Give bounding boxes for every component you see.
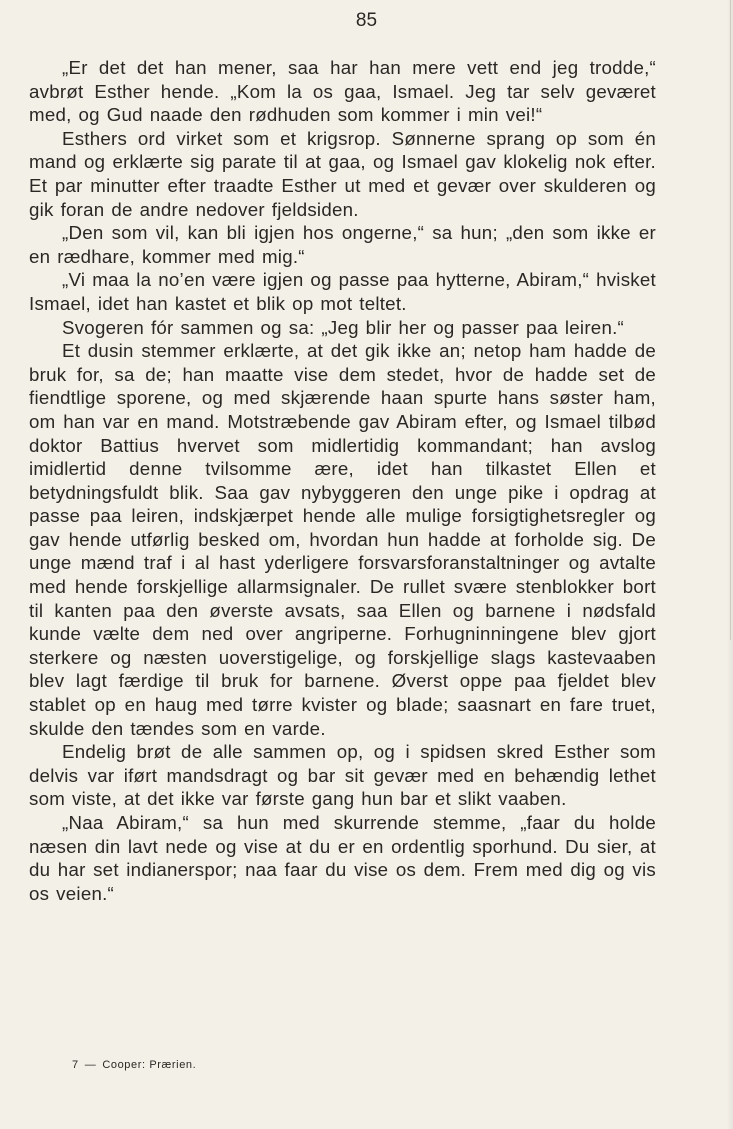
footer-dash: — [84,1059,97,1071]
paragraph: „Er det det han mener, saa har han mere vett end jeg trodde,“ avbrøt Esther hende. „Kom la os gaa, Ismael. Jeg tar selv geværet med, og Gud naade den rødhuden som kommer i min vei!“ [29,57,656,126]
paragraph: „Vi maa la no’en være igjen og passe paa hytterne, Abiram,“ hvisket Ismael, idet han kastet et blik op mot teltet. [29,269,656,314]
paragraph: „Den som vil, kan bli igjen hos ongerne,“ sa hun; „den som ikke er en rædhare, kommer med mig.“ [29,222,656,267]
body-text [29,56,656,905]
book-signature: Cooper: Prærien. [102,1059,197,1071]
paragraph: Esthers ord virket som et krigsrop. Sønnerne sprang op som én mand og erklærte sig parate til at gaa, og Ismael gav klokelig nok efter. Et par minutter efter traadte Esther ut med et gevær over skulderen og gik foran de andre nedover fjeldsiden. [29,127,656,220]
paragraph: Et dusin stemmer erklærte, at det gik ikke an; netop ham hadde de bruk for, sa de; han maatte vise dem stedet, hvor de hadde set de fiendtlige sporene, og med skjærende haan spurte hans søster ham, om han var en mand. Motstræbende gav Abiram efter, og Ismael tilbød doktor Battius hvervet som midlertidig kommandant; han avslog imidlertid denne tvilsomme ære, idet han tilkastet Ellen et betydningsfuldt blik. Saa gav nybyggeren den unge pike i opdrag at passe paa leiren, indskjærpet hende alle mulige forsigtighetsregler og gav hende utførlig besked om, hvordan hun hadde at forholde sig. De unge mænd traf i al hast yderligere forsvarsforanstaltninger og avtalte med hende forskjellige allarmsignaler. De rullet svære stenblokker bort til kanten paa den øverste avsats, saa Ellen og barnene i nødsfald kunde vælte dem ned over angriperne. Forhugninningene blev gjort sterkere og næsten uoverstigelige, og forskjellige slags kastevaaben blev lagt færdige til bruk for barnene. Øverst oppe paa fjeldet blev stablet op en haug med tørre kvister og blade; saasnart en fare truet, skulde den tændes som en varde. [29,340,656,739]
page-number: 85 [355,10,378,31]
page-edge-line [730,0,731,640]
paragraph: „Naa Abiram,“ sa hun med skurrende stemme, „faar du holde næsen din lavt nede og vise at du er en ordentlig sporhund. Du sier, at du har set indianerspor; naa faar du vise os dem. Frem med dig og vis os veien.“ [29,812,656,904]
paragraph: Endelig brøt de alle sammen op, og i spidsen skred Esther som delvis var iført mandsdragt og bar sit gevær med en behændig lethet som viste, at det ikke var første gang hun bar et slikt vaaben. [29,741,656,810]
sheet-signature-footer [72,1059,196,1071]
paragraph: Svogeren fór sammen og sa: „Jeg blir her og passer paa leiren.“ [62,316,624,338]
sheet-number: 7 [72,1059,79,1071]
